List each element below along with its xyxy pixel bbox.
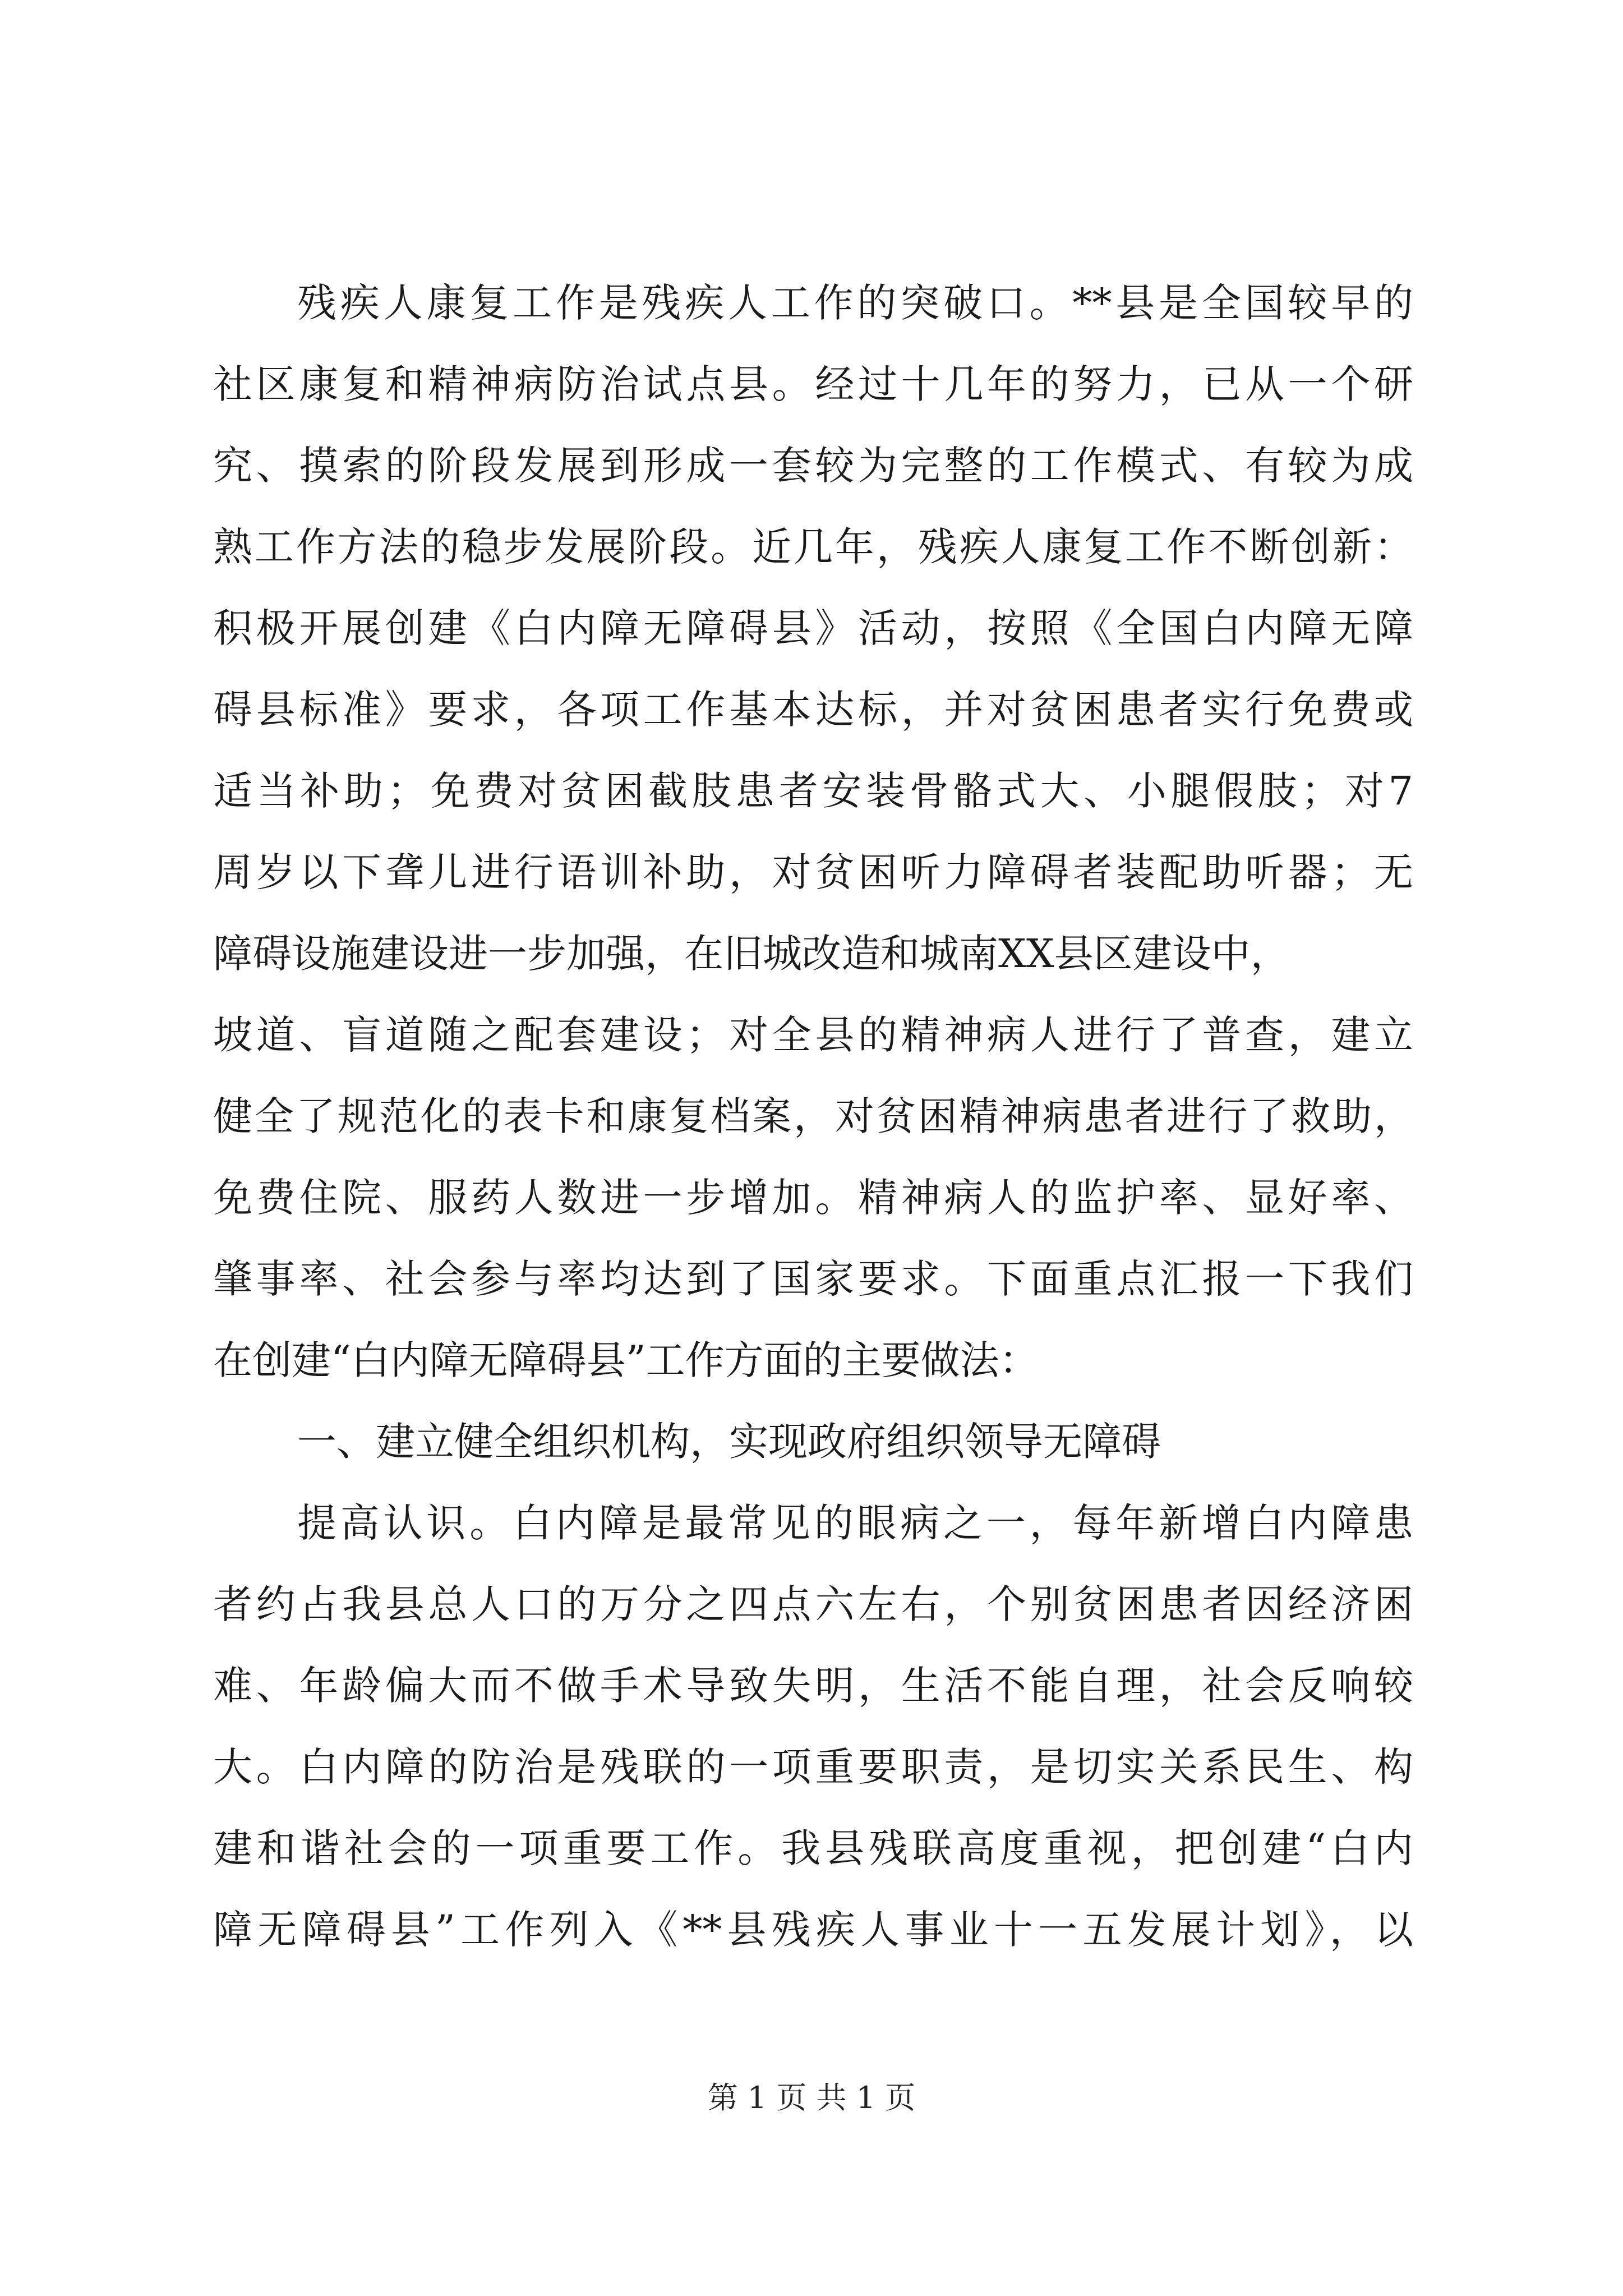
paragraph-1-line-11: 健全了规范化的表卡和康复档案，对贫困精神病患者进行了救助， bbox=[213, 1093, 1413, 1139]
paragraph-1-line-8: 周岁以下聋儿进行语训补助，对贫困听力障碍者装配助听器；无 bbox=[213, 849, 1413, 895]
paragraph-1-line-12: 免费住院、服药人数进一步增加。精神病人的监护率、显好率、 bbox=[213, 1175, 1413, 1221]
section-heading: 一、建立健全组织机构，实现政府组织领导无障碍 bbox=[297, 1419, 1161, 1465]
paragraph-1-line-10: 坡道、盲道随之配套建设；对全县的精神病人进行了普查，建立 bbox=[213, 1012, 1413, 1058]
paragraph-1-line-1: 残疾人康复工作是残疾人工作的突破口。**县是全国较早的 bbox=[297, 280, 1413, 326]
paragraph-2-line-3: 难、年龄偏大而不做手术导致失明，生活不能自理，社会反响较 bbox=[213, 1663, 1413, 1709]
paragraph-1-line-13: 肇事率、社会参与率均达到了国家要求。下面重点汇报一下我们 bbox=[213, 1256, 1413, 1302]
paragraph-1-line-4: 熟工作方法的稳步发展阶段。近几年，残疾人康复工作不断创新： bbox=[213, 524, 1413, 570]
paragraph-2-line-1: 提高认识。白内障是最常见的眼病之一，每年新增白内障患 bbox=[297, 1500, 1413, 1546]
paragraph-1-line-3: 究、摸索的阶段发展到形成一套较为完整的工作模式、有较为成 bbox=[213, 443, 1413, 489]
paragraph-2-line-4: 大。白内障的防治是残联的一项重要职责，是切实关系民生、构 bbox=[213, 1744, 1413, 1790]
paragraph-1-line-5: 积极开展创建《白内障无障碍县》活动，按照《全国白内障无障 bbox=[213, 605, 1413, 651]
paragraph-1-line-9: 障碍设施建设进一步加强，在旧城改造和城南XX县区建设中， bbox=[213, 931, 1290, 977]
paragraph-1-line-7: 适当补助；免费对贫困截肢患者安装骨骼式大、小腿假肢；对7 bbox=[213, 768, 1413, 814]
paragraph-1-line-2: 社区康复和精神病防治试点县。经过十几年的努力，已从一个研 bbox=[213, 361, 1413, 407]
paragraph-1-line-14: 在创建“白内障无障碍县”工作方面的主要做法： bbox=[213, 1337, 1039, 1383]
page-number-footer: 第 1 页 共 1 页 bbox=[707, 2080, 916, 2115]
paragraph-2-line-2: 者约占我县总人口的万分之四点六左右，个别贫困患者因经济困 bbox=[213, 1581, 1413, 1627]
paragraph-2-line-5: 建和谐社会的一项重要工作。我县残联高度重视，把创建“白内 bbox=[213, 1825, 1413, 1871]
paragraph-2-line-6: 障无障碍县”工作列入《**县残疾人事业十一五发展计划》，以 bbox=[213, 1907, 1413, 1953]
paragraph-1-line-6: 碍县标准》要求，各项工作基本达标，并对贫困患者实行免费或 bbox=[213, 687, 1413, 733]
